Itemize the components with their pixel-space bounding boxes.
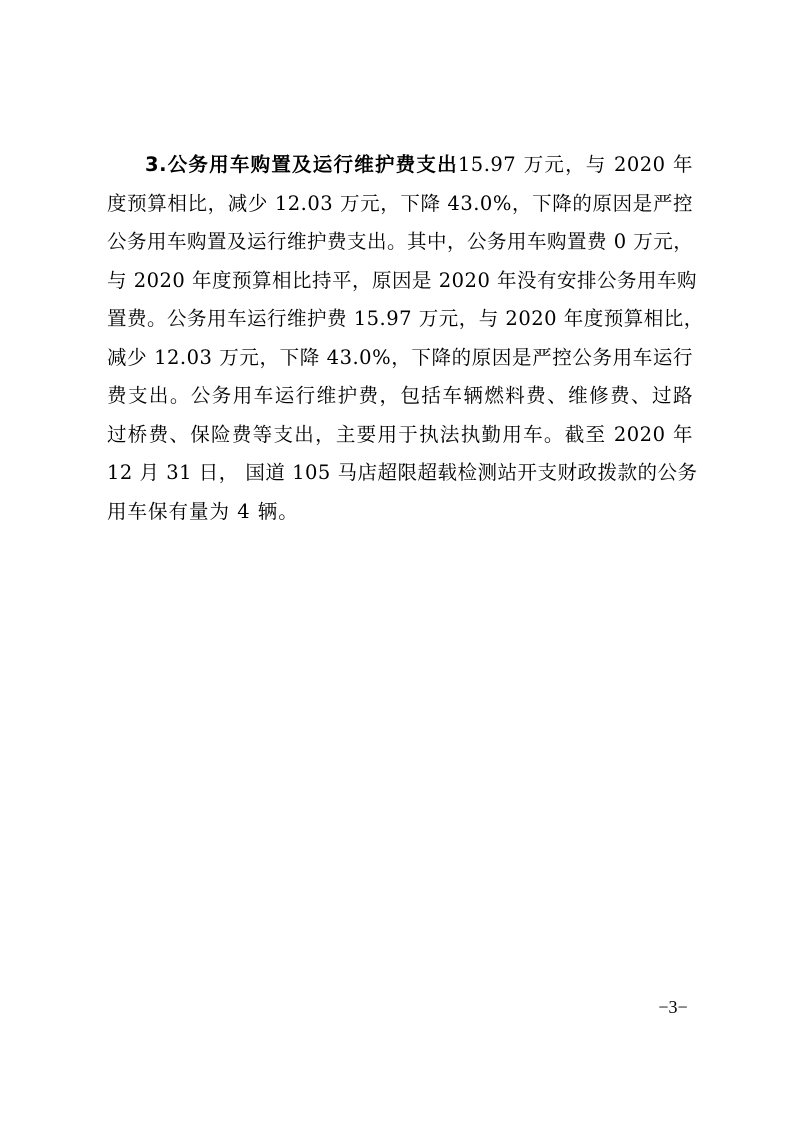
paragraph-line: 与 2020 年度预算相比持平，原因是 2020 年没有安排公务用车购 [107,268,698,292]
paragraph-line: 度预算相比，减少 12.03 万元，下降 43.0%，下降的原因是严控 [107,191,693,215]
paragraph-line: 公务用车购置及运行维护费支出。其中，公务用车购置费 0 万元， [107,230,694,253]
paragraph-line: 减少 12.03 万元，下降 43.0%，下降的原因是严控公务用车运行 [107,345,693,369]
paragraph-line [107,146,693,185]
paragraph-line: 置费。公务用车运行维护费 15.97 万元，与 2020 年度预算相比， [107,307,704,330]
section-heading: 3.公务用车购置及运行维护费支出 [145,153,458,176]
paragraph-line: 费支出。公务用车运行维护费，包括车辆燃料费、维修费、过路 [107,384,693,407]
paragraph-line: 12 月 31 日， 国道 105 马店超限超载检测站开支财政拨款的公务 [107,461,698,484]
paragraph-line: 用车保有量为 4 辆。 [107,499,299,523]
paragraph-line: 过桥费、保险费等支出，主要用于执法执勤用车。截至 2020 年 [107,422,693,446]
heading-line-text: 15.97 万元，与 2020 年 [457,153,694,176]
body-paragraph [107,146,704,531]
page-number: −3− [658,997,688,1017]
